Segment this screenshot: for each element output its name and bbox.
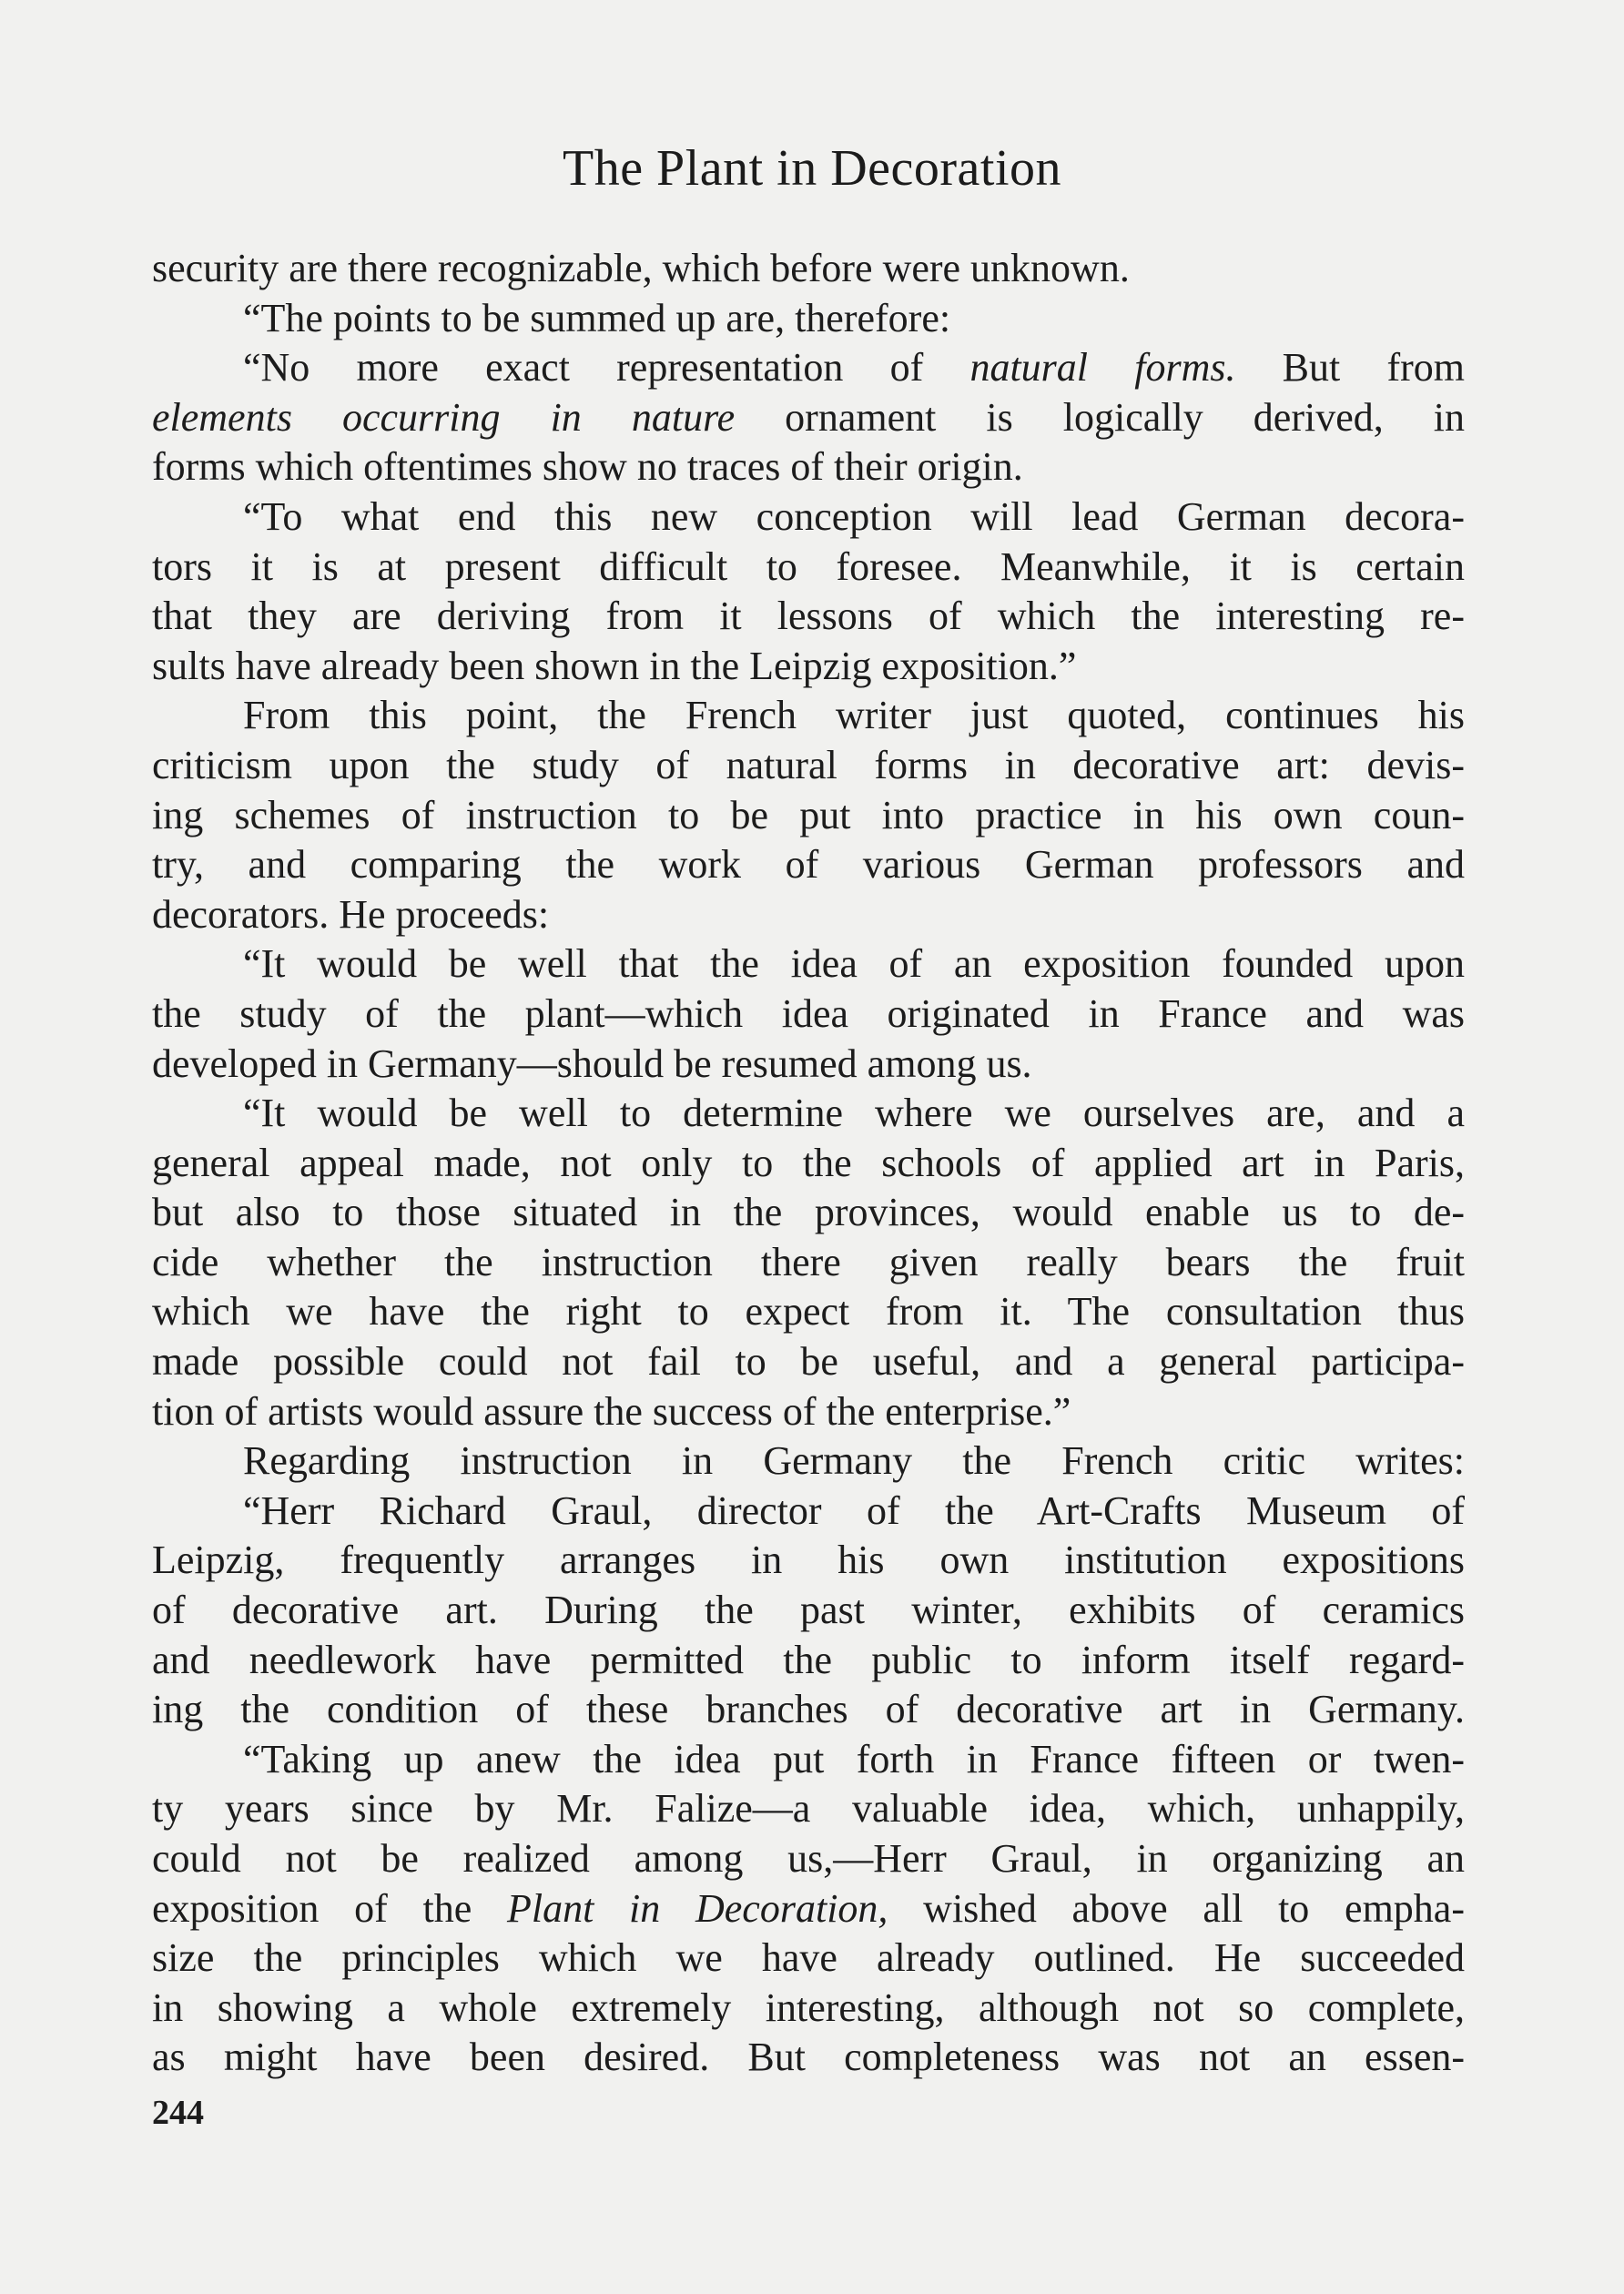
text-line: ty years since by Mr. Falize—a valuable idea, which, unhappily, — [152, 1786, 1465, 1832]
text-line: as might have been desired. But completeness was not an essen- — [152, 2035, 1465, 2080]
text-line: that they are deriving from it lessons of which the interesting re- — [152, 594, 1465, 639]
text-line: “It would be well that the idea of an exposition founded upon — [243, 941, 1465, 987]
text-line: cide whether the instruction there given really bears the fruit — [152, 1239, 1465, 1284]
text-line: made possible could not fail to be useful, and a general participa- — [152, 1339, 1465, 1385]
text-line: “Taking up anew the idea put forth in France fifteen or twen- — [243, 1736, 1465, 1781]
text-line: “It would be well to determine where we ourselves are, and a — [243, 1091, 1465, 1136]
text-line: developed in Germany—should be resumed among us. — [152, 1040, 1032, 1086]
text-line: tion of artists would assure the success of the enterprise.” — [152, 1388, 1071, 1434]
text-line: and needlework have permitted the public to inform itself regard- — [152, 1637, 1465, 1682]
text-line: decorators. He proceeds: — [152, 891, 550, 937]
text-line: Regarding instruction in Germany the French critic writes: — [243, 1438, 1465, 1484]
text-line: of decorative art. During the past winter, exhibits of ceramics — [152, 1588, 1465, 1633]
text-line: tors it is at present difficult to foresee. Meanwhile, it is certain — [152, 543, 1465, 589]
text-line: “To what end this new conception will lead German decora- — [243, 493, 1465, 539]
text-line: could not be realized among us,—Herr Graul, in organizing an — [152, 1836, 1465, 1881]
running-head-title: The Plant in Decoration — [562, 140, 1061, 197]
text-line: but also to those situated in the provinces, would enable us to de- — [152, 1190, 1465, 1235]
text-line: “Herr Richard Graul, director of the Art-Crafts Museum of — [243, 1487, 1465, 1533]
text-line: size the principles which we have already outlined. He succeeded — [152, 1935, 1465, 1981]
page-number: 244 — [152, 2094, 204, 2132]
text-line: criticism upon the study of natural forms in decorative art: devis- — [152, 742, 1465, 787]
text-line: general appeal made, not only to the schools of applied art in Paris, — [152, 1140, 1465, 1185]
text-line: the study of the plant—which idea originated in France and was — [152, 990, 1465, 1036]
italic-phrase: natural forms. — [969, 345, 1236, 391]
text-line: exposition of the Plant in Decoration, wished above all to empha- — [152, 1885, 1465, 1931]
text-line: security are there recognizable, which before were unknown. — [152, 246, 1130, 290]
body-text — [152, 244, 1465, 2083]
text-line: From this point, the French writer just quoted, continues his — [243, 693, 1465, 738]
italic-phrase: elements occurring in nature — [152, 394, 736, 440]
text-line: sults have already been shown in the Leipzig exposition.” — [152, 643, 1077, 688]
text-line: ing schemes of instruction to be put into practice in his own coun- — [152, 792, 1465, 837]
text-line: try, and comparing the work of various German professors and — [152, 842, 1465, 888]
text-line: forms which oftentimes show no traces of their origin. — [152, 444, 1023, 490]
text-line: “The points to be summed up are, therefore: — [243, 295, 951, 340]
italic-phrase: Plant in Decoration, — [506, 1885, 888, 1931]
text-line: which we have the right to expect from it. The consultation thus — [152, 1289, 1465, 1335]
text-line: ing the condition of these branches of decorative art in Germany. — [152, 1687, 1465, 1732]
text-line: Leipzig, frequently arranges in his own institution expositions — [152, 1538, 1465, 1583]
text-line: “No more exact representation of natural forms. But from — [243, 345, 1465, 391]
text-line: elements occurring in nature ornament is logically derived, in — [152, 394, 1465, 440]
text-line: in showing a whole extremely interesting, although not so complete, — [152, 1984, 1465, 2030]
